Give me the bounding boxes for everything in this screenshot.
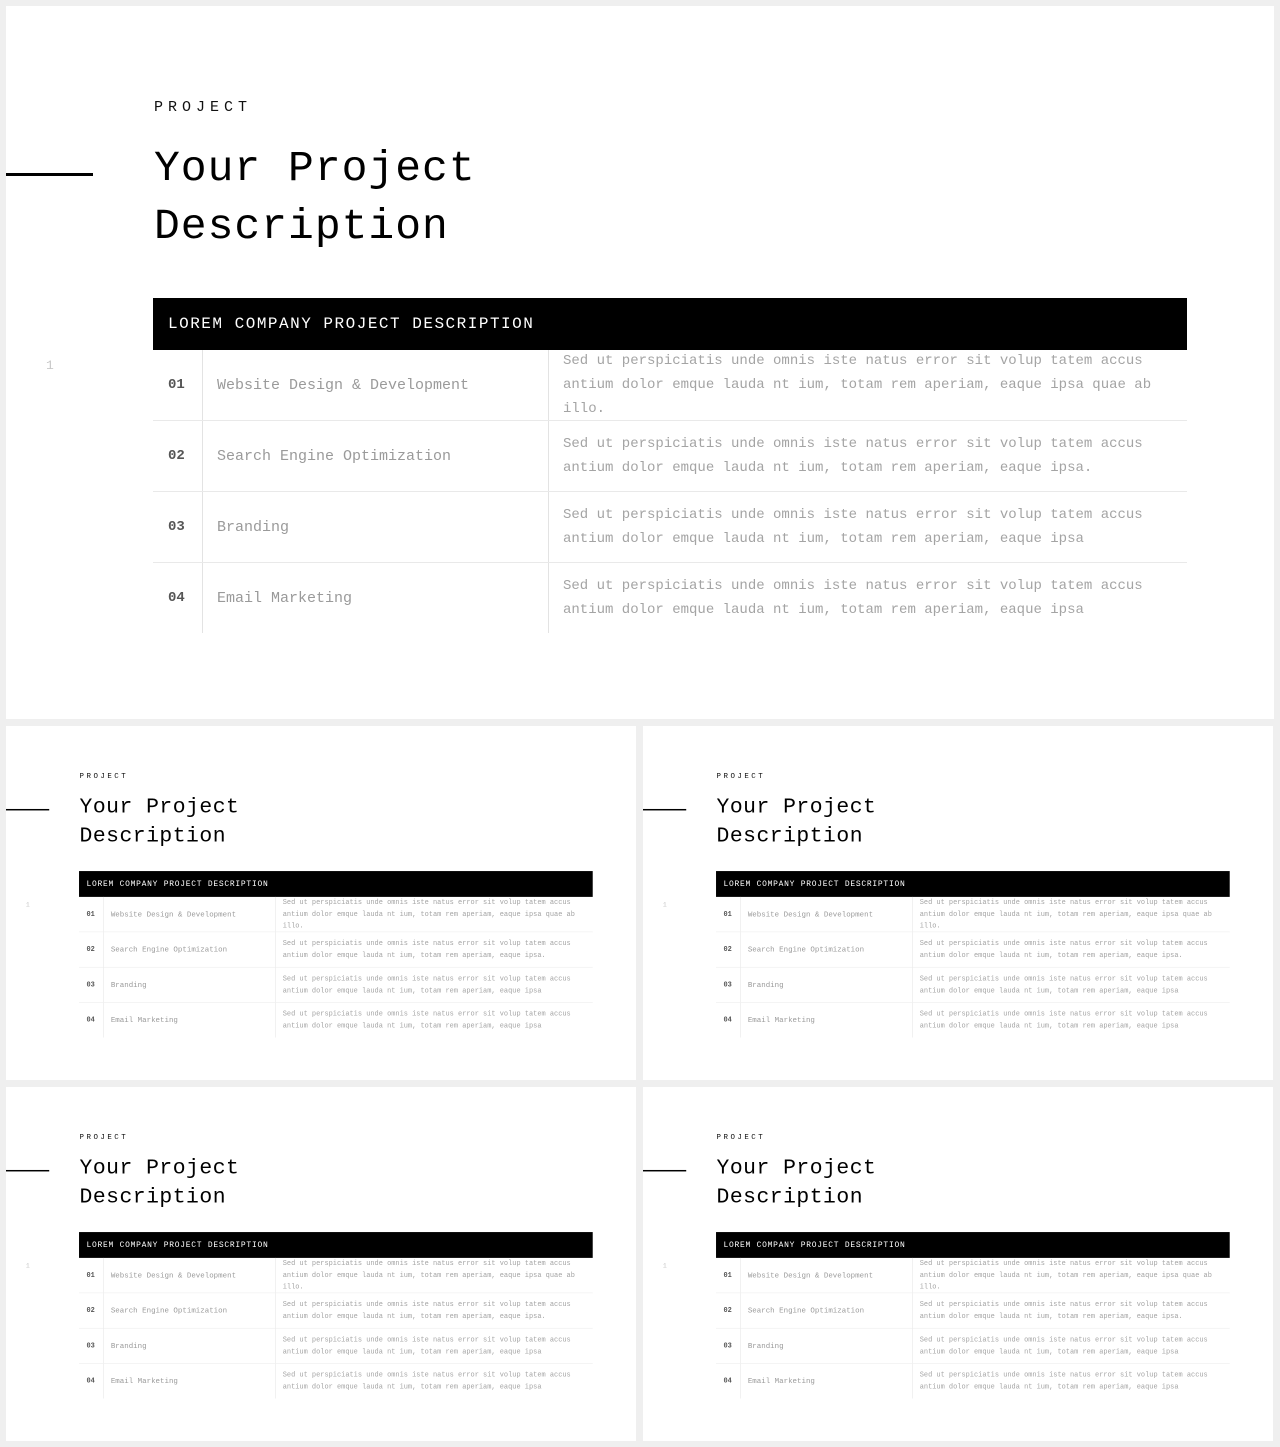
slide-title	[154, 140, 754, 256]
eyebrow-label: PROJECT	[716, 772, 766, 781]
slide-title-line1: Your Project	[79, 794, 240, 819]
slide-content	[6, 726, 636, 1080]
row-number: 01	[79, 1258, 104, 1293]
row-service-name: Branding	[104, 967, 276, 1002]
row-number: 03	[153, 492, 203, 562]
row-description: Sed ut perspiciatis unde omnis iste natus error sit volup tatem accus antium dolor emque lauda nt ium, totam rem aperiam, eaque ipsa	[919, 974, 1208, 995]
eyebrow-label: PROJECT	[79, 1133, 129, 1142]
slide-title-line2: Description	[79, 823, 227, 848]
row-description: Sed ut perspiciatis unde omnis iste natus error sit volup tatem accus antium dolor emque lauda nt ium, totam rem aperiam, eaque ipsa.	[919, 939, 1208, 960]
row-description: Sed ut perspiciatis unde omnis iste natus error sit volup tatem accus antium dolor emque lauda nt ium, totam rem aperiam, eaque ipsa	[282, 1335, 571, 1356]
table-row	[79, 1364, 593, 1399]
table-row	[79, 1293, 593, 1328]
table-row	[79, 897, 593, 932]
row-description: Sed ut perspiciatis unde omnis iste natus error sit volup tatem accus antium dolor emque lauda nt ium, totam rem aperiam, eaque ipsa quae ab illo.	[919, 898, 1212, 931]
table-header: LOREM COMPANY PROJECT DESCRIPTION	[153, 298, 1187, 350]
row-description: Sed ut perspiciatis unde omnis iste natus error sit volup tatem accus antium dolor emque lauda nt ium, totam rem aperiam, eaque ipsa.	[563, 436, 1143, 476]
row-number: 04	[716, 1003, 741, 1038]
slide-content	[643, 1087, 1273, 1441]
thumbnail-slide-4[interactable]	[643, 1087, 1273, 1441]
table-row	[79, 1258, 593, 1293]
table-row	[79, 1328, 593, 1363]
project-table	[153, 298, 1187, 633]
row-service-name: Search Engine Optimization	[104, 1293, 276, 1328]
table-row	[716, 1328, 1230, 1363]
row-service-name: Email Marketing	[203, 563, 549, 633]
table-row	[716, 1258, 1230, 1293]
row-number: 01	[716, 1258, 741, 1293]
row-description: Sed ut perspiciatis unde omnis iste natus error sit volup tatem accus antium dolor emque lauda nt ium, totam rem aperiam, eaque ipsa	[919, 1335, 1208, 1356]
table-row	[716, 1003, 1230, 1038]
table-row	[716, 967, 1230, 1002]
row-service-name: Website Design & Development	[741, 897, 913, 932]
row-number: 02	[716, 932, 741, 967]
slide-title-line1: Your Project	[79, 1155, 240, 1180]
row-service-name: Search Engine Optimization	[741, 932, 913, 967]
slide-content	[643, 726, 1273, 1080]
row-description: Sed ut perspiciatis unde omnis iste natus error sit volup tatem accus antium dolor emque lauda nt ium, totam rem aperiam, eaque ipsa.	[282, 939, 571, 960]
table-row	[79, 967, 593, 1002]
row-number: 04	[79, 1364, 104, 1399]
row-description: Sed ut perspiciatis unde omnis iste natus error sit volup tatem accus antium dolor emque lauda nt ium, totam rem aperiam, eaque ipsa	[919, 1010, 1208, 1031]
row-service-name: Website Design & Development	[203, 350, 549, 420]
row-number: 02	[716, 1293, 741, 1328]
row-description: Sed ut perspiciatis unde omnis iste natus error sit volup tatem accus antium dolor emque lauda nt ium, totam rem aperiam, eaque ipsa.	[919, 1300, 1208, 1321]
row-description: Sed ut perspiciatis unde omnis iste natus error sit volup tatem accus antium dolor emque lauda nt ium, totam rem aperiam, eaque ipsa quae ab illo.	[282, 898, 575, 931]
slide-title	[80, 793, 378, 851]
row-number: 04	[716, 1364, 741, 1399]
row-number: 02	[79, 1293, 104, 1328]
eyebrow-label: PROJECT	[154, 99, 253, 116]
slide-number: 1	[662, 900, 667, 909]
table-row	[79, 1003, 593, 1038]
slide-title-line2: Description	[79, 1184, 227, 1209]
slide-title	[80, 1154, 378, 1212]
table-header: LOREM COMPANY PROJECT DESCRIPTION	[79, 1232, 593, 1258]
row-service-name: Email Marketing	[741, 1364, 913, 1399]
accent-line	[643, 1170, 686, 1171]
row-description: Sed ut perspiciatis unde omnis iste natus error sit volup tatem accus antium dolor emque lauda nt ium, totam rem aperiam, eaque ipsa quae ab illo.	[282, 1259, 575, 1292]
row-service-name: Branding	[741, 967, 913, 1002]
thumbnail-slide-2[interactable]	[643, 726, 1273, 1080]
table-header: LOREM COMPANY PROJECT DESCRIPTION	[716, 871, 1230, 897]
slide-title-line1: Your Project	[716, 1155, 877, 1180]
row-description: Sed ut perspiciatis unde omnis iste natus error sit volup tatem accus antium dolor emque lauda nt ium, totam rem aperiam, eaque ipsa	[282, 1371, 571, 1392]
table-header: LOREM COMPANY PROJECT DESCRIPTION	[716, 1232, 1230, 1258]
row-description: Sed ut perspiciatis unde omnis iste natus error sit volup tatem accus antium dolor emque lauda nt ium, totam rem aperiam, eaque ipsa	[919, 1371, 1208, 1392]
slide-number: 1	[46, 358, 54, 373]
row-service-name: Website Design & Development	[104, 1258, 276, 1293]
row-service-name: Search Engine Optimization	[741, 1293, 913, 1328]
accent-line	[6, 809, 49, 810]
slide-title	[717, 793, 1015, 851]
thumbnail-slide-1[interactable]	[6, 726, 636, 1080]
table-row	[716, 932, 1230, 967]
row-number: 03	[79, 967, 104, 1002]
slide-title-line1: Your Project	[154, 144, 476, 193]
row-number: 01	[716, 897, 741, 932]
row-number: 01	[153, 350, 203, 420]
table-row	[153, 350, 1187, 421]
row-service-name: Branding	[203, 492, 549, 562]
slide-content	[6, 6, 1274, 719]
row-description: Sed ut perspiciatis unde omnis iste natus error sit volup tatem accus antium dolor emque lauda nt ium, totam rem aperiam, eaque ipsa	[282, 974, 571, 995]
thumbnail-slide-3[interactable]	[6, 1087, 636, 1441]
table-row	[153, 492, 1187, 563]
row-number: 03	[79, 1328, 104, 1363]
row-service-name: Website Design & Development	[104, 897, 276, 932]
table-row	[153, 563, 1187, 633]
table-row	[716, 1293, 1230, 1328]
slide-content	[6, 1087, 636, 1441]
slide-number: 1	[25, 900, 30, 909]
project-table	[79, 871, 593, 1037]
project-table	[79, 1232, 593, 1398]
slide-number: 1	[25, 1261, 30, 1270]
row-number: 02	[79, 932, 104, 967]
row-service-name: Email Marketing	[104, 1364, 276, 1399]
row-description: Sed ut perspiciatis unde omnis iste natus error sit volup tatem accus antium dolor emque lauda nt ium, totam rem aperiam, eaque ipsa	[563, 578, 1143, 618]
accent-line	[6, 173, 93, 176]
slide-number: 1	[662, 1261, 667, 1270]
slide-title-line2: Description	[716, 823, 864, 848]
row-description: Sed ut perspiciatis unde omnis iste natus error sit volup tatem accus antium dolor emque lauda nt ium, totam rem aperiam, eaque ipsa	[563, 507, 1143, 547]
table-row	[716, 1364, 1230, 1399]
row-service-name: Website Design & Development	[741, 1258, 913, 1293]
table-header: LOREM COMPANY PROJECT DESCRIPTION	[79, 871, 593, 897]
row-service-name: Email Marketing	[104, 1003, 276, 1038]
slide-title	[717, 1154, 1015, 1212]
slide-title-line2: Description	[716, 1184, 864, 1209]
row-service-name: Email Marketing	[741, 1003, 913, 1038]
accent-line	[6, 1170, 49, 1171]
slide-title-line1: Your Project	[716, 794, 877, 819]
row-description: Sed ut perspiciatis unde omnis iste natus error sit volup tatem accus antium dolor emque lauda nt ium, totam rem aperiam, eaque ipsa quae ab illo.	[563, 353, 1152, 417]
project-table	[716, 1232, 1230, 1398]
slide-title-line2: Description	[154, 202, 449, 251]
eyebrow-label: PROJECT	[79, 772, 129, 781]
row-service-name: Search Engine Optimization	[104, 932, 276, 967]
main-slide	[6, 6, 1274, 719]
table-row	[153, 421, 1187, 492]
row-number: 04	[79, 1003, 104, 1038]
row-service-name: Search Engine Optimization	[203, 421, 549, 491]
row-number: 04	[153, 563, 203, 633]
project-table	[716, 871, 1230, 1037]
accent-line	[643, 809, 686, 810]
row-description: Sed ut perspiciatis unde omnis iste natus error sit volup tatem accus antium dolor emque lauda nt ium, totam rem aperiam, eaque ipsa.	[282, 1300, 571, 1321]
row-number: 01	[79, 897, 104, 932]
row-description: Sed ut perspiciatis unde omnis iste natus error sit volup tatem accus antium dolor emque lauda nt ium, totam rem aperiam, eaque ipsa quae ab illo.	[919, 1259, 1212, 1292]
eyebrow-label: PROJECT	[716, 1133, 766, 1142]
table-row	[716, 897, 1230, 932]
row-number: 03	[716, 1328, 741, 1363]
row-number: 02	[153, 421, 203, 491]
row-description: Sed ut perspiciatis unde omnis iste natus error sit volup tatem accus antium dolor emque lauda nt ium, totam rem aperiam, eaque ipsa	[282, 1010, 571, 1031]
row-service-name: Branding	[741, 1328, 913, 1363]
row-service-name: Branding	[104, 1328, 276, 1363]
row-number: 03	[716, 967, 741, 1002]
table-row	[79, 932, 593, 967]
